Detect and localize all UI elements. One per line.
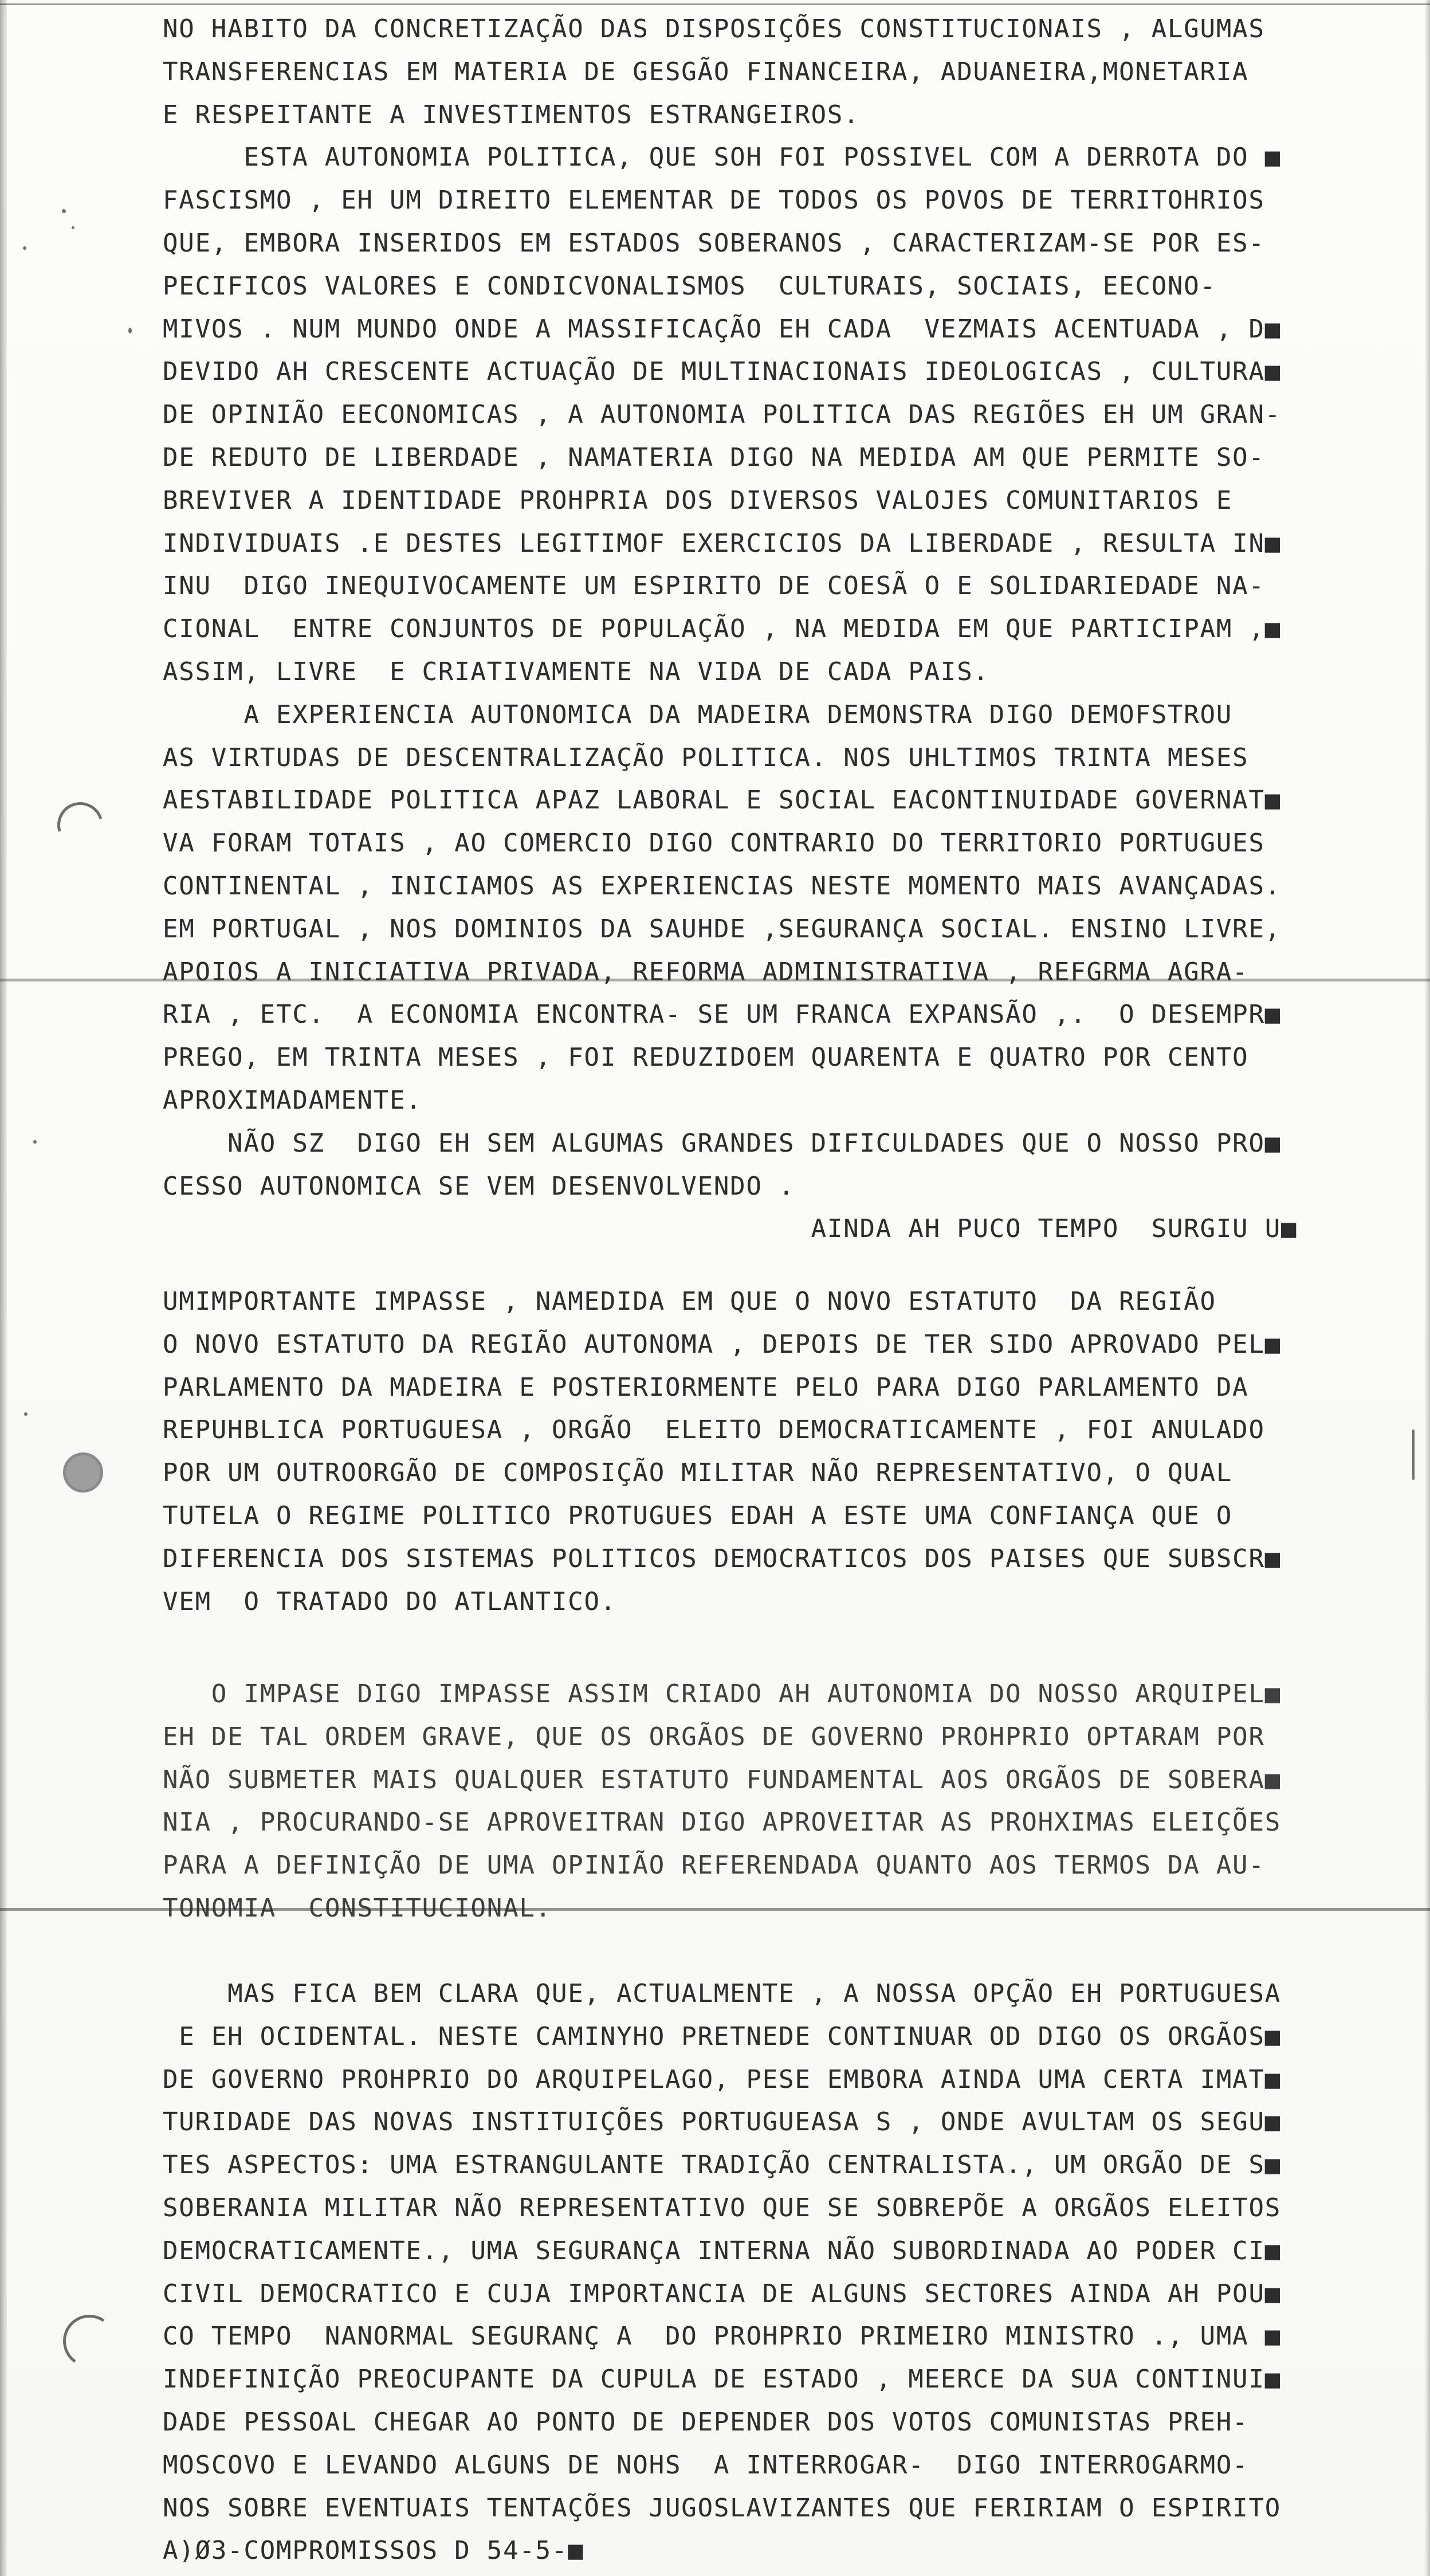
text-line: DIFERENCIA DOS SISTEMAS POLITICOS DEMOCRATICOS DOS PAISES QUE SUBSCR■: [163, 1544, 1282, 1573]
text-line: CO TEMPO NANORMAL SEGURANÇ A DO PROHPRIO PRIMEIRO MINISTRO ., UMA ■: [163, 2322, 1282, 2351]
text-line: NÃO SUBMETER MAIS QUALQUER ESTATUTO FUNDAMENTAL AOS ORGÃOS DE SOBERA■: [163, 1765, 1282, 1794]
text-line: INU DIGO INEQUIVOCAMENTE UM ESPIRITO DE COESÃ O E SOLIDARIEDADE NA-: [163, 571, 1265, 601]
text-line: REPUHBLICA PORTUGUESA , ORGÃO ELEITO DEMOCRATICAMENTE , FOI ANULADO: [163, 1415, 1265, 1445]
scan-artifact-blot: [63, 1452, 103, 1493]
text-line: APOIOS A INICIATIVA PRIVADA, REFORMA ADMINISTRATIVA , REFGRMA AGRA-: [163, 957, 1249, 987]
scan-artifact-arc: [49, 794, 111, 856]
text-line: E EH OCIDENTAL. NESTE CAMINYHO PRETNEDE CONTINUAR OD DIGO OS ORGÃOS■: [163, 2021, 1282, 2051]
text-line: NÃO SZ DIGO EH SEM ALGUMAS GRANDES DIFICULDADES QUE O NOSSO PRO■: [163, 1128, 1282, 1158]
text-line: UMIMPORTANTE IMPASSE , NAMEDIDA EM QUE O NOVO ESTATUTO DA REGIÃO: [163, 1287, 1216, 1316]
text-line: ESTA AUTONOMIA POLITICA, QUE SOH FOI POSSIVEL COM A DERROTA DO ■: [163, 143, 1282, 172]
text-line: DE OPINIÃO EECONOMICAS , A AUTONOMIA POLITICA DAS REGIÕES EH UM GRAN-: [163, 400, 1282, 430]
text-line: DE REDUTO DE LIBERDADE , NAMATERIA DIGO NA MEDIDA AM QUE PERMITE SO-: [163, 442, 1265, 472]
text-line: QUE, EMBORA INSERIDOS EM ESTADOS SOBERANOS , CARACTERIZAM-SE POR ES-: [163, 228, 1265, 258]
text-line: O IMPASE DIGO IMPASSE ASSIM CRIADO AH AUTONOMIA DO NOSSO ARQUIPEL■: [163, 1679, 1282, 1709]
text-line: MOSCOVO E LEVANDO ALGUNS DE NOHS A INTERROGAR- DIGO INTERROGARMO-: [163, 2450, 1249, 2480]
text-line: DE GOVERNO PROHPRIO DO ARQUIPELAGO, PESE EMBORA AINDA UMA CERTA IMAT■: [163, 2064, 1282, 2094]
top-scan-rule: [0, 3, 1430, 5]
text-line: EH DE TAL ORDEM GRAVE, QUE OS ORGÃOS DE GOVERNO PROHPRIO OPTARAM POR: [163, 1722, 1265, 1752]
text-line: APROXIMADAMENTE.: [163, 1085, 422, 1115]
text-line: DEMOCRATICAMENTE., UMA SEGURANÇA INTERNA NÃO SUBORDINADA AO PODER CI■: [163, 2236, 1282, 2265]
text-line: FASCISMO , EH UM DIREITO ELEMENTAR DE TODOS OS POVOS DE TERRITOHRIOS: [163, 186, 1265, 215]
text-line: TRANSFERENCIAS EM MATERIA DE GESGÃO FINANCEIRA, ADUANEIRA,MONETARIA: [163, 57, 1249, 87]
document-text-section-1: [163, 8, 1384, 1251]
text-line: CONTINENTAL , INICIAMOS AS EXPERIENCIAS NESTE MOMENTO MAIS AVANÇADAS.: [163, 871, 1282, 901]
text-line: PREGO, EM TRINTA MESES , FOI REDUZIDOEM QUARENTA E QUATRO POR CENTO: [163, 1043, 1249, 1073]
text-line: A)Ø3-COMPROMISSOS D 54-5-■: [163, 2536, 584, 2566]
text-line: A EXPERIENCIA AUTONOMICA DA MADEIRA DEMONSTRA DIGO DEMOFSTROU: [163, 700, 1233, 729]
scan-speck: [33, 1140, 37, 1144]
text-line: BREVIVER A IDENTIDADE PROHPRIA DOS DIVERSOS VALOJES COMUNITARIOS E: [163, 485, 1233, 515]
document-text-section-2: [163, 1281, 1384, 1623]
text-line: VA FORAM TOTAIS , AO COMERCIO DIGO CONTRARIO DO TERRITORIO PORTUGUES: [163, 828, 1265, 858]
text-line: CESSO AUTONOMICA SE VEM DESENVOLVENDO .: [163, 1171, 795, 1201]
text-line: EM PORTUGAL , NOS DOMINIOS DA SAUHDE ,SEGURANÇA SOCIAL. ENSINO LIVRE,: [163, 914, 1282, 944]
text-line: PARA A DEFINIÇÃO DE UMA OPINIÃO REFERENDADA QUANTO AOS TERMOS DA AU-: [163, 1851, 1265, 1880]
document-text-section-3: [163, 1673, 1384, 1930]
text-line: E RESPEITANTE A INVESTIMENTOS ESTRANGEIROS.: [163, 100, 860, 129]
text-line: MIVOS . NUM MUNDO ONDE A MASSIFICAÇÃO EH CADA VEZMAIS ACENTUADA , D■: [163, 314, 1282, 344]
scan-artifact-arc: [59, 2311, 120, 2372]
scan-speck: [72, 226, 74, 229]
text-line: AESTABILIDADE POLITICA APAZ LABORAL E SOCIAL EACONTINUIDADE GOVERNAT■: [163, 786, 1282, 815]
text-line: AS VIRTUDAS DE DESCENTRALIZAÇÃO POLITICA. NOS UHLTIMOS TRINTA MESES: [163, 743, 1249, 772]
text-line: TURIDADE DAS NOVAS INSTITUIÇÕES PORTUGUEASA S , ONDE AVULTAM OS SEGU■: [163, 2107, 1282, 2137]
text-line: TES ASPECTOS: UMA ESTRANGULANTE TRADIÇÃO CENTRALISTA., UM ORGÃO DE S■: [163, 2150, 1282, 2180]
text-line: RIA , ETC. A ECONOMIA ENCONTRA- SE UM FRANCA EXPANSÃO ,. O DESEMPR■: [163, 1000, 1282, 1030]
text-line: PARLAMENTO DA MADEIRA E POSTERIORMENTE PELO PARA DIGO PARLAMENTO DA: [163, 1372, 1249, 1402]
text-line: PECIFICOS VALORES E CONDICVONALISMOS CULTURAIS, SOCIAIS, EECONO-: [163, 271, 1216, 301]
text-line: TONOMIA CONSTITUCIONAL.: [163, 1893, 552, 1923]
text-line: DADE PESSOAL CHEGAR AO PONTO DE DEPENDER DOS VOTOS COMUNISTAS PREH-: [163, 2407, 1249, 2437]
document-text-section-4: [163, 1973, 1384, 2573]
text-line: INDEFINIÇÃO PREOCUPANTE DA CUPULA DE ESTADO , MEERCE DA SUA CONTINUI■: [163, 2365, 1282, 2394]
text-line: O NOVO ESTATUTO DA REGIÃO AUTONOMA , DEPOIS DE TER SIDO APROVADO PEL■: [163, 1329, 1282, 1359]
right-scan-edge: [1424, 0, 1430, 2576]
text-line: DEVIDO AH CRESCENTE ACTUAÇÃO DE MULTINACIONAIS IDEOLOGICAS , CULTURA■: [163, 357, 1282, 387]
text-line: POR UM OUTROORGÃO DE COMPOSIÇÃO MILITAR NÃO REPRESENTATIVO, O QUAL: [163, 1458, 1233, 1488]
scan-speck: [128, 328, 132, 333]
text-line: TUTELA O REGIME POLITICO PROTUGUES EDAH A ESTE UMA CONFIANÇA QUE O: [163, 1501, 1233, 1530]
left-scan-edge: [0, 0, 7, 2576]
right-margin-mark: [1412, 1430, 1415, 1480]
text-line: NO HABITO DA CONCRETIZAÇÃO DAS DISPOSIÇÕES CONSTITUCIONAIS , ALGUMAS: [163, 14, 1265, 44]
scan-speck: [23, 246, 26, 250]
text-line: INDIVIDUAIS .E DESTES LEGITIMOF EXERCICIOS DA LIBERDADE , RESULTA IN■: [163, 528, 1282, 558]
scan-speck: [62, 209, 66, 213]
text-line: VEM O TRATADO DO ATLANTICO.: [163, 1587, 617, 1616]
text-line: CIVIL DEMOCRATICO E CUJA IMPORTANCIA DE ALGUNS SECTORES AINDA AH POU■: [163, 2279, 1282, 2308]
scan-speck: [24, 1412, 28, 1416]
text-line: MAS FICA BEM CLARA QUE, ACTUALMENTE , A NOSSA OPÇÃO EH PORTUGUESA: [163, 1979, 1282, 2008]
text-line: CIONAL ENTRE CONJUNTOS DE POPULAÇÃO , NA MEDIDA EM QUE PARTICIPAM ,■: [163, 614, 1282, 644]
text-line: ASSIM, LIVRE E CRIATIVAMENTE NA VIDA DE CADA PAIS.: [163, 657, 989, 686]
text-line: NIA , PROCURANDO-SE APROVEITRAN DIGO APROVEITAR AS PROHXIMAS ELEIÇÕES: [163, 1808, 1282, 1837]
text-line: NOS SOBRE EVENTUAIS TENTAÇÕES JUGOSLAVIZANTES QUE FERIRIAM O ESPIRITO: [163, 2493, 1282, 2523]
text-line: SOBERANIA MILITAR NÃO REPRESENTATIVO QUE SE SOBREPÕE A ORGÃOS ELEITOS: [163, 2193, 1282, 2222]
text-line: AINDA AH PUCO TEMPO SURGIU U■: [163, 1214, 1298, 1244]
